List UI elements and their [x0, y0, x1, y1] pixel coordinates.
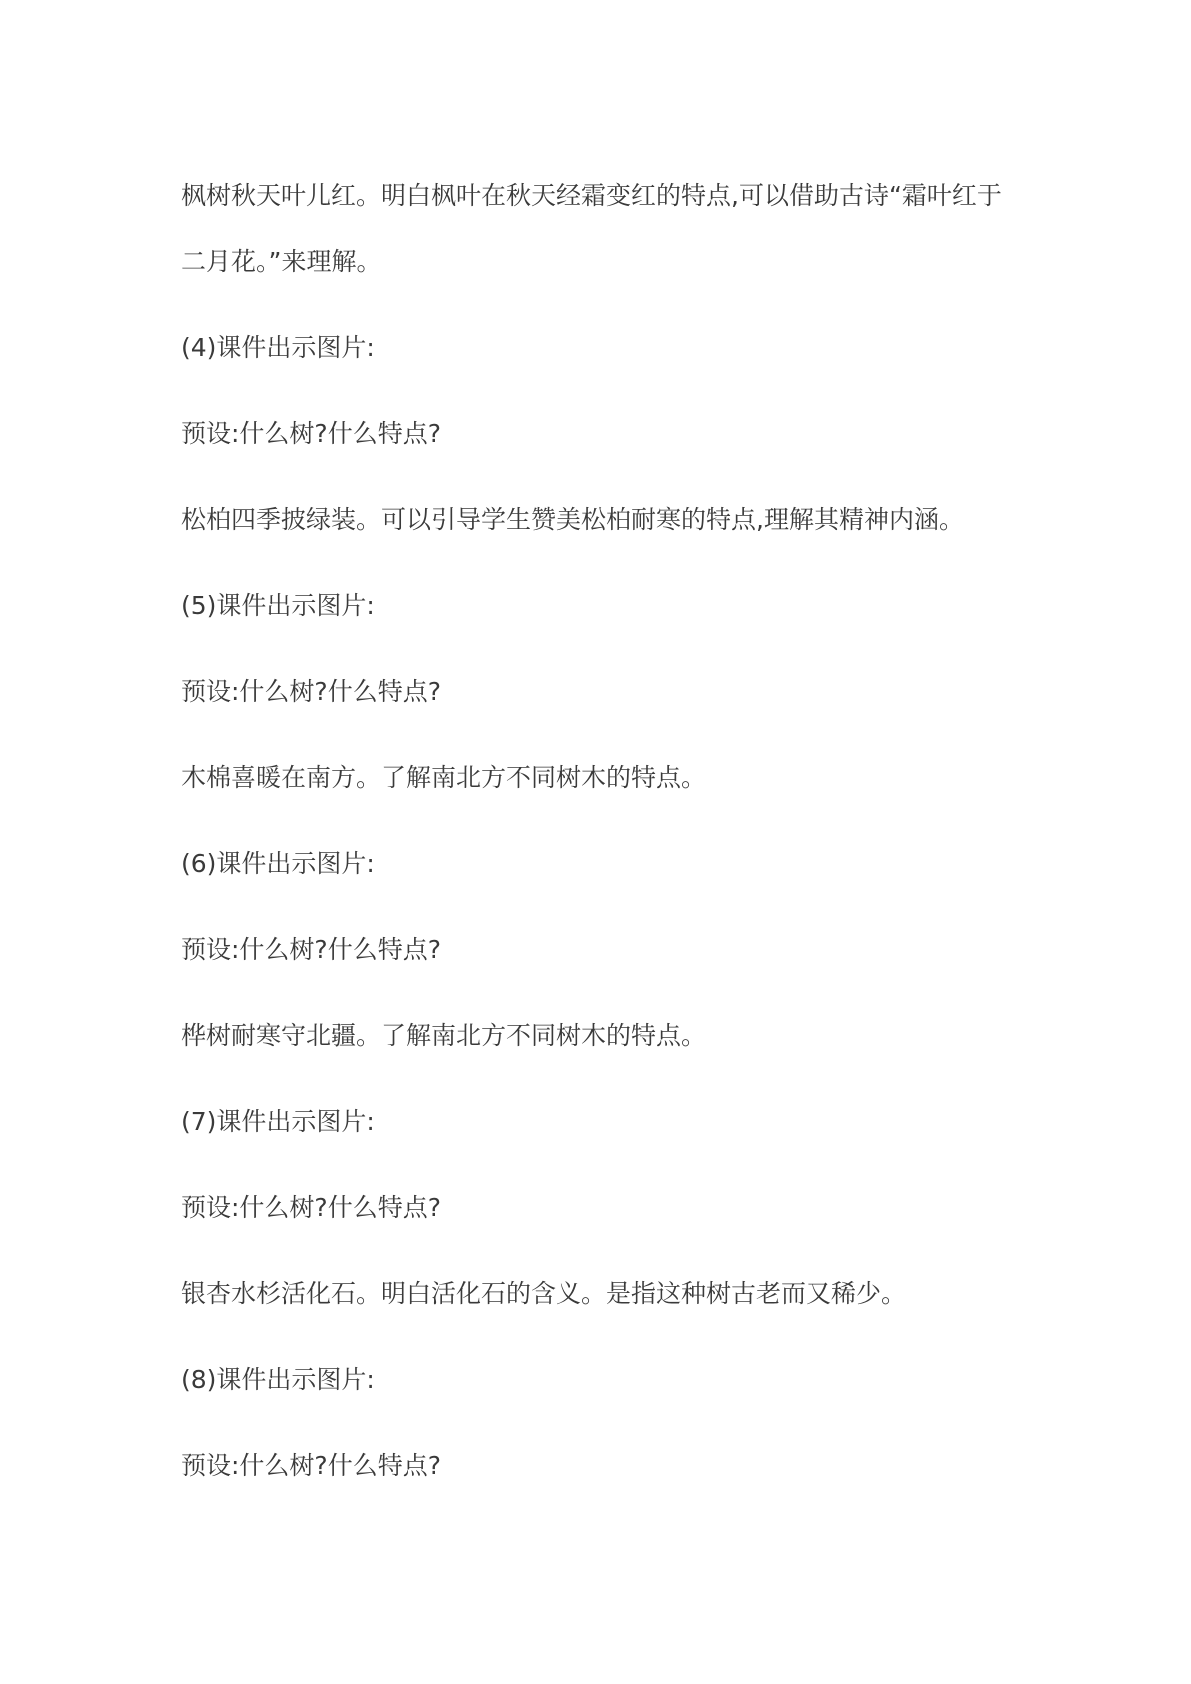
paragraph-slide-4: (4)课件出示图片: [181, 333, 375, 362]
paragraph-slide-5: (5)课件出示图片: [181, 591, 375, 620]
document-body [181, 163, 1021, 1519]
paragraph-ginkgo: 银杏水杉活化石。明白活化石的含义。是指这种树古老而又稀少。 [181, 1279, 907, 1308]
paragraph-pine: 松柏四季披绿装。可以引导学生赞美松柏耐寒的特点,理解其精神内涵。 [181, 505, 964, 534]
paragraph-maple: 枫树秋天叶儿红。明白枫叶在秋天经霜变红的特点,可以借助古诗“霜叶红于二月花。”来理解。 [181, 181, 1002, 276]
paragraph-question-6: 预设:什么树?什么特点? [181, 935, 441, 964]
paragraph-birch: 桦树耐寒守北疆。了解南北方不同树木的特点。 [181, 1021, 707, 1050]
paragraph-question-8: 预设:什么树?什么特点? [181, 1451, 441, 1480]
paragraph-slide-7: (7)课件出示图片: [181, 1107, 375, 1136]
paragraph-slide-6: (6)课件出示图片: [181, 849, 375, 878]
paragraph-slide-8: (8)课件出示图片: [181, 1365, 375, 1394]
paragraph-question-7: 预设:什么树?什么特点? [181, 1193, 441, 1222]
paragraph-question-5: 预设:什么树?什么特点? [181, 677, 441, 706]
paragraph-question-4: 预设:什么树?什么特点? [181, 419, 441, 448]
paragraph-kapok: 木棉喜暖在南方。了解南北方不同树木的特点。 [181, 763, 707, 792]
